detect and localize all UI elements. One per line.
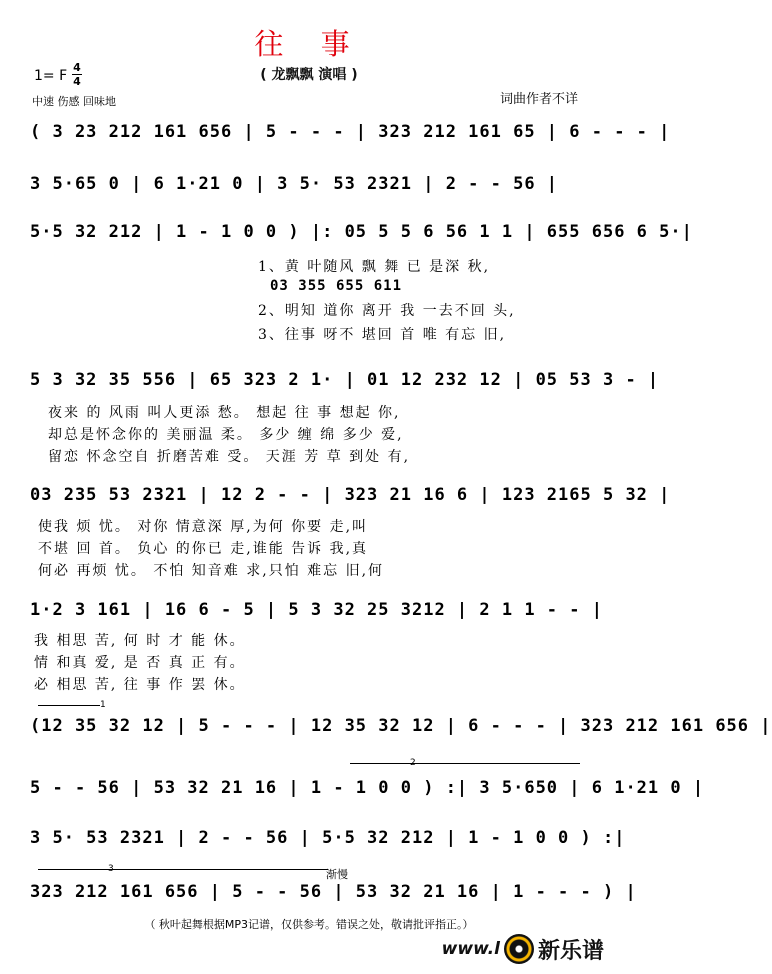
score-row: ( 3 23 212 161 656 | 5 - - - | 323 212 161 65 | 6 - - - | <box>30 122 671 142</box>
tempo-style: 中速 伤感 回味地 <box>32 95 116 108</box>
song-title: 往 事 <box>254 27 364 61</box>
score-row: 3 5· 53 2321 | 2 - - 56 | 5·5 32 212 | 1 - 1 0 0 ) :| <box>30 828 626 848</box>
score-row: (12 35 32 12 | 5 - - - | 12 35 32 12 | 6 - - - | 323 212 161 656 | <box>30 716 772 736</box>
lyric-line: 使我 烦 忧。 对你 情意深 厚,为何 你要 走,叫 <box>38 519 369 535</box>
lyric-line: 3、往事 呀不 堪回 首 唯 有忘 旧, <box>258 327 507 343</box>
logo-url: www.l <box>441 939 500 959</box>
score-row: 1·2 3 161 | 16 6 - 5 | 5 3 32 25 3212 | 2 1 1 - - | <box>30 600 603 620</box>
ending-marker-3: 3 <box>108 864 114 874</box>
score-row: 3 5·65 0 | 6 1·21 0 | 3 5· 53 2321 | 2 - - 56 | <box>30 174 559 194</box>
lyric-line: 却总是怀念你的 美丽温 柔。 多少 缠 绵 多少 爱, <box>48 427 404 443</box>
lyric-line: 2、明知 道你 离开 我 一去不回 头, <box>258 303 516 319</box>
score-row: 03 235 53 2321 | 12 2 - - | 323 21 16 6 | 123 2165 5 32 | <box>30 485 671 505</box>
lyric-line: 必 相思 苦, 往 事 作 罢 休。 <box>34 677 246 693</box>
lyric-line: 何必 再烦 忧。 不怕 知音难 求,只怕 难忘 旧,何 <box>38 563 385 579</box>
score-row: 323 212 161 656 | 5 - - 56 | 53 32 21 16 | 1 - - - ) | <box>30 882 637 902</box>
ending-bracket-2 <box>350 763 580 764</box>
lyric-line: 1、黄 叶随风 飘 舞 已 是深 秋, <box>258 259 491 275</box>
score-row: 5 3 32 35 556 | 65 323 2 1· | 01 12 232 12 | 05 53 3 - | <box>30 370 660 390</box>
logo-name: 新乐谱 <box>537 938 604 964</box>
ending-bracket-3 <box>38 869 328 870</box>
site-logo[interactable] <box>442 932 604 966</box>
composer-credit: 词曲作者不详 <box>499 92 578 107</box>
lyric-line: 留恋 怀念空自 折磨苦难 受。 天涯 芳 草 到处 有, <box>48 449 411 465</box>
lyric-line: 我 相思 苦, 何 时 才 能 休。 <box>34 633 246 649</box>
time-top: 4 <box>73 61 81 74</box>
key-signature: 1= F <box>34 68 68 84</box>
time-signature <box>72 62 82 87</box>
lyric-line: 夜来 的 风雨 叫人更添 愁。 想起 往 事 想起 你, <box>48 405 401 421</box>
score-row: 03 355 655 611 <box>270 278 403 294</box>
tempo-marking: 渐慢 <box>326 868 348 881</box>
ending-marker-2: 2 <box>410 758 416 768</box>
ending-bracket-1 <box>38 705 100 706</box>
score-row: 5 - - 56 | 53 32 21 16 | 1 - 1 0 0 ) :| 3 5·650 | 6 1·21 0 | <box>30 778 705 798</box>
disc-icon <box>504 934 534 964</box>
lyric-line: 情 和真 爱, 是 否 真 正 有。 <box>34 655 246 671</box>
footer-note: （ 秋叶起舞根据MP3记谱，仅供参考。错误之处，敬请批评指正。） <box>144 918 474 931</box>
ending-marker-1: 1 <box>100 700 106 710</box>
lyric-line: 不堪 回 首。 负心 的你已 走,谁能 告诉 我,真 <box>38 541 369 557</box>
singer-credit: ( 龙飘飘 演唱 ) <box>260 67 358 83</box>
time-bottom: 4 <box>73 75 81 88</box>
score-row: 5·5 32 212 | 1 - 1 0 0 ) |: 05 5 5 6 56 1 1 | 655 656 6 5·| <box>30 222 693 242</box>
